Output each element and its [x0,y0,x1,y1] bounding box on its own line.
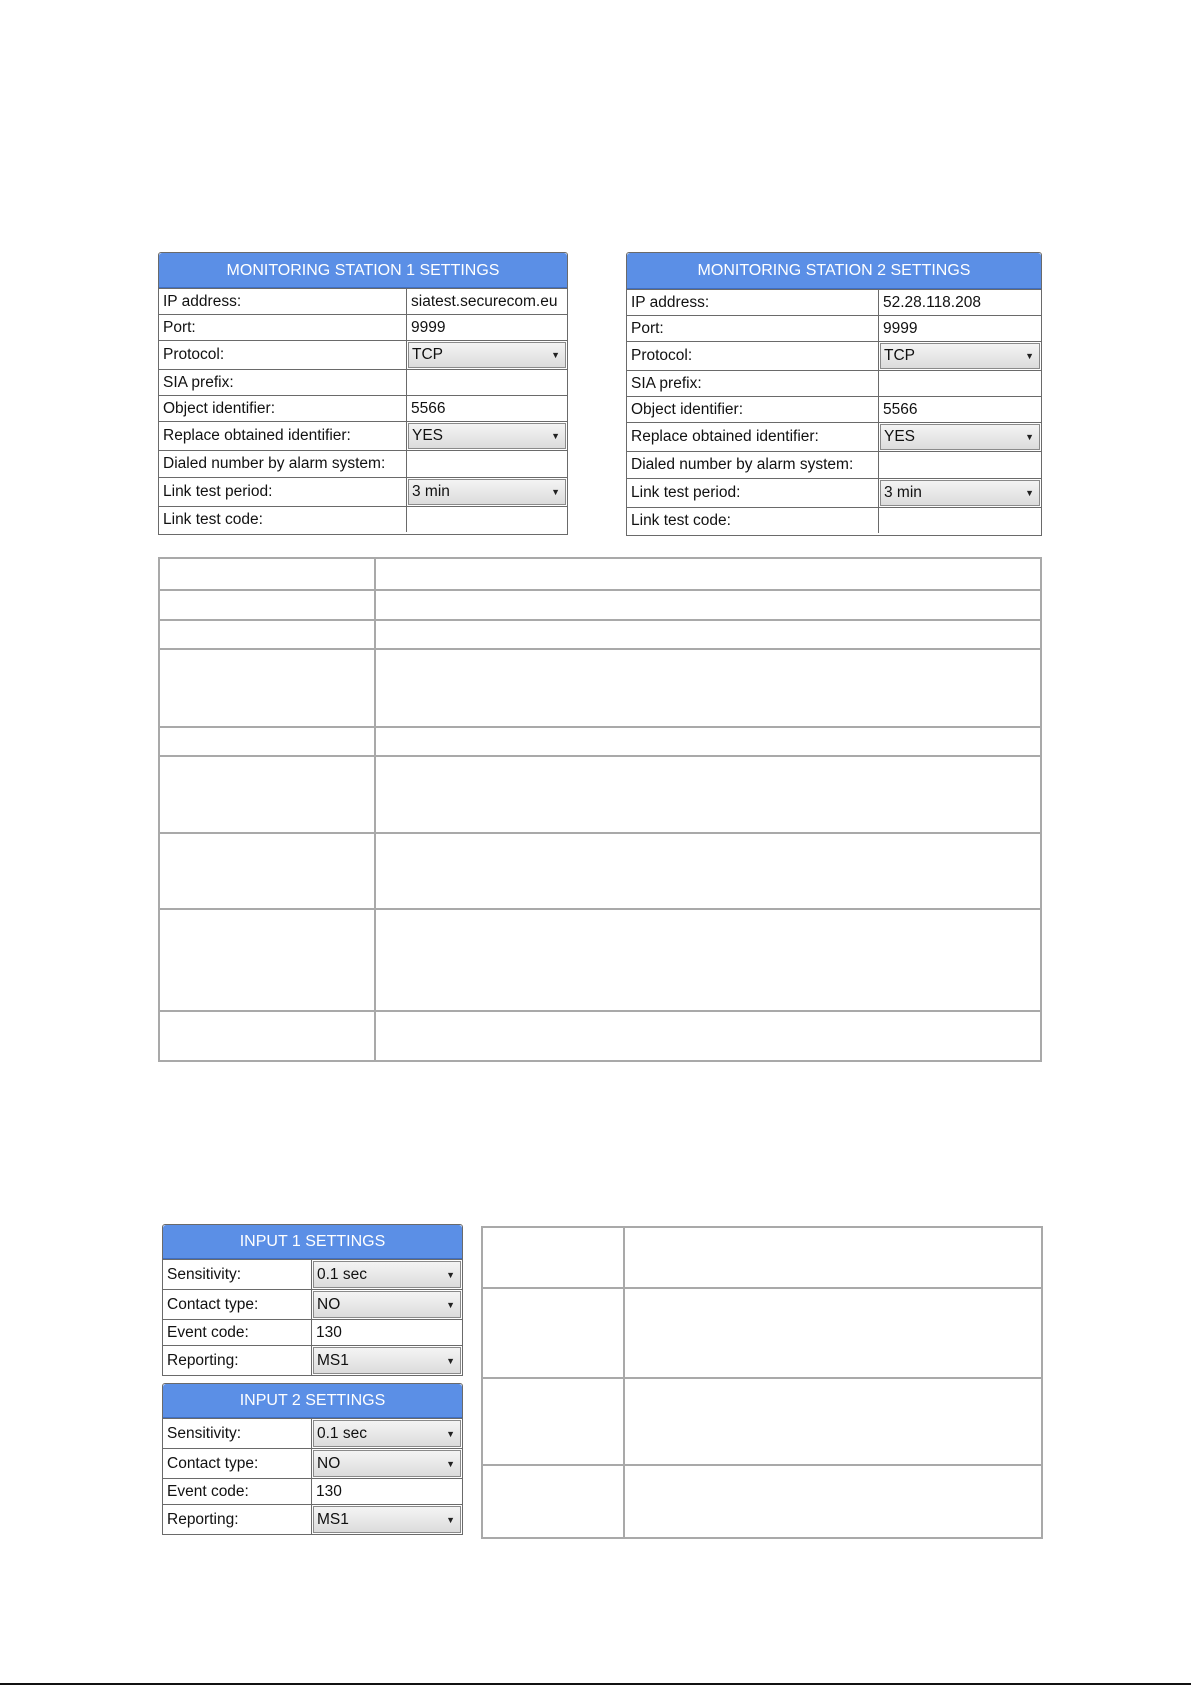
input2-settings-panel [162,1383,463,1535]
input2-row-contact-type [163,1448,462,1478]
ms1-object-identifier-field[interactable]: 5566 [411,399,446,417]
ms1-row-object-identifier [159,395,567,421]
ms1-ip-address-field[interactable]: siatest.securecom.eu [411,292,558,310]
ms1-replace-identifier-select[interactable] [408,423,566,449]
ms1-settings-panel [158,252,568,535]
chevron-down-icon: ▼ [1025,488,1034,498]
ms1-row-link-test-period [159,477,567,506]
input1-sensitivity-select[interactable] [313,1261,461,1288]
table-row [160,755,1040,832]
ms2-row-object-identifier [627,396,1041,422]
input1-row-event-code [163,1319,462,1345]
object-identifier-label: Object identifier: [627,397,879,422]
ms2-row-port [627,315,1041,341]
ms2-sia-prefix-field[interactable] [879,371,1041,396]
sia-prefix-label: SIA prefix: [627,371,879,396]
chevron-down-icon: ▼ [446,1428,455,1439]
ms1-link-test-code-field[interactable] [407,507,567,532]
reporting-label: Reporting: [163,1346,312,1375]
input1-sensitivity-value: 0.1 sec [317,1265,367,1283]
ms2-replace-identifier-value: YES [884,428,916,445]
ms2-panel-title: MONITORING STATION 2 SETTINGS [627,253,1041,289]
input2-panel-title: INPUT 2 SETTINGS [163,1384,462,1418]
protocol-label: Protocol: [627,342,879,370]
table-cell [160,834,376,908]
table-cell [160,621,376,648]
contact-type-label: Contact type: [163,1449,312,1478]
dialed-number-label: Dialed number by alarm system: [627,452,879,478]
ms2-row-link-test-code [627,507,1041,533]
input2-row-event-code [163,1478,462,1504]
event-code-label: Event code: [163,1479,312,1504]
input2-event-code-field[interactable]: 130 [316,1482,342,1500]
link-test-code-label: Link test code: [159,507,407,532]
table-row [483,1464,1041,1537]
link-test-code-label: Link test code: [627,508,879,533]
input1-event-code-field[interactable]: 130 [316,1323,342,1341]
ms2-protocol-select[interactable] [880,343,1040,369]
dialed-number-label: Dialed number by alarm system: [159,451,407,477]
chevron-down-icon: ▼ [446,1458,455,1469]
input1-reporting-value: MS1 [317,1351,349,1369]
ms2-row-replace-identifier [627,422,1041,451]
input2-contact-type-value: NO [317,1454,341,1472]
object-identifier-label: Object identifier: [159,396,407,421]
table-cell [483,1379,625,1464]
ip-address-label: IP address: [627,290,879,315]
chevron-down-icon: ▼ [446,1299,455,1310]
ms2-link-test-period-select[interactable] [880,480,1040,506]
input2-reporting-value: MS1 [317,1510,349,1528]
table-row [483,1377,1041,1464]
input2-sensitivity-value: 0.1 sec [317,1424,367,1442]
ms1-replace-identifier-value: YES [412,427,444,444]
ip-address-label: IP address: [159,289,407,314]
ms1-link-test-period-value: 3 min [412,483,450,500]
table-row [160,589,1040,619]
sensitivity-label: Sensitivity: [163,1419,312,1448]
input2-reporting-select[interactable] [313,1506,461,1533]
ms1-row-port [159,314,567,340]
chevron-down-icon: ▼ [446,1355,455,1366]
input1-settings-panel [162,1224,463,1376]
contact-type-label: Contact type: [163,1290,312,1319]
input1-row-sensitivity [163,1259,462,1289]
ms1-protocol-select[interactable] [408,342,566,368]
table-cell [160,591,376,619]
ms2-row-link-test-period [627,478,1041,507]
chevron-down-icon: ▼ [551,431,560,441]
ms2-ip-address-field[interactable]: 52.28.118.208 [883,293,981,311]
ms2-dialed-number-field[interactable] [879,452,1041,478]
input2-row-sensitivity [163,1418,462,1448]
ms1-sia-prefix-field[interactable] [407,370,567,395]
input1-contact-type-select[interactable] [313,1291,461,1318]
link-test-period-label: Link test period: [627,479,879,507]
input2-contact-type-select[interactable] [313,1450,461,1477]
ms1-panel-title: MONITORING STATION 1 SETTINGS [159,253,567,288]
ms1-row-link-test-code [159,506,567,532]
input-settings-description-table [481,1226,1043,1539]
ms2-link-test-code-field[interactable] [879,508,1041,533]
sia-prefix-label: SIA prefix: [159,370,407,395]
link-test-period-label: Link test period: [159,478,407,506]
ms1-row-sia-prefix [159,369,567,395]
table-row [160,619,1040,648]
reporting-label: Reporting: [163,1505,312,1534]
ms1-protocol-value: TCP [412,346,443,363]
protocol-label: Protocol: [159,341,407,369]
input1-panel-title: INPUT 1 SETTINGS [163,1225,462,1259]
chevron-down-icon: ▼ [551,487,560,497]
input1-reporting-select[interactable] [313,1347,461,1374]
chevron-down-icon: ▼ [1025,432,1034,442]
table-cell [160,559,376,589]
ms2-object-identifier-field[interactable]: 5566 [883,400,918,418]
table-row [483,1228,1041,1287]
table-row [160,726,1040,755]
port-label: Port: [627,316,879,341]
ms2-protocol-value: TCP [884,347,915,364]
table-cell [160,728,376,755]
table-cell [160,910,376,1010]
table-cell [160,650,376,726]
ms1-dialed-number-field[interactable] [407,451,567,477]
ms2-replace-identifier-select[interactable] [880,424,1040,450]
chevron-down-icon: ▼ [1025,351,1034,361]
table-row [160,832,1040,908]
port-label: Port: [159,315,407,340]
ms1-row-replace-identifier [159,421,567,450]
ms2-row-dialed-number [627,451,1041,478]
replace-identifier-label: Replace obtained identifier: [627,423,879,451]
chevron-down-icon: ▼ [446,1269,455,1280]
chevron-down-icon: ▼ [446,1514,455,1525]
ms2-link-test-period-value: 3 min [884,484,922,501]
table-row [160,908,1040,1010]
input1-contact-type-value: NO [317,1295,341,1313]
input1-row-reporting [163,1345,462,1375]
ms1-row-protocol [159,340,567,369]
input1-row-contact-type [163,1289,462,1319]
ms2-port-field[interactable]: 9999 [883,319,918,337]
ms2-row-protocol [627,341,1041,370]
input2-row-reporting [163,1504,462,1534]
ms1-link-test-period-select[interactable] [408,479,566,505]
table-cell [483,1228,625,1287]
ms1-row-dialed-number [159,450,567,477]
ms2-row-sia-prefix [627,370,1041,396]
table-row [483,1287,1041,1377]
table-cell [160,1012,376,1060]
replace-identifier-label: Replace obtained identifier: [159,422,407,450]
table-cell [160,757,376,832]
ms2-row-ip [627,289,1041,315]
table-cell [483,1289,625,1377]
ms1-port-field[interactable]: 9999 [411,318,446,336]
ms1-row-ip [159,288,567,314]
station-settings-description-table [158,557,1042,1062]
chevron-down-icon: ▼ [551,350,560,360]
input2-sensitivity-select[interactable] [313,1420,461,1447]
ms2-settings-panel [626,252,1042,536]
table-cell [483,1466,625,1537]
sensitivity-label: Sensitivity: [163,1260,312,1289]
table-row [160,559,1040,589]
event-code-label: Event code: [163,1320,312,1345]
table-row [160,1010,1040,1060]
table-row [160,648,1040,726]
